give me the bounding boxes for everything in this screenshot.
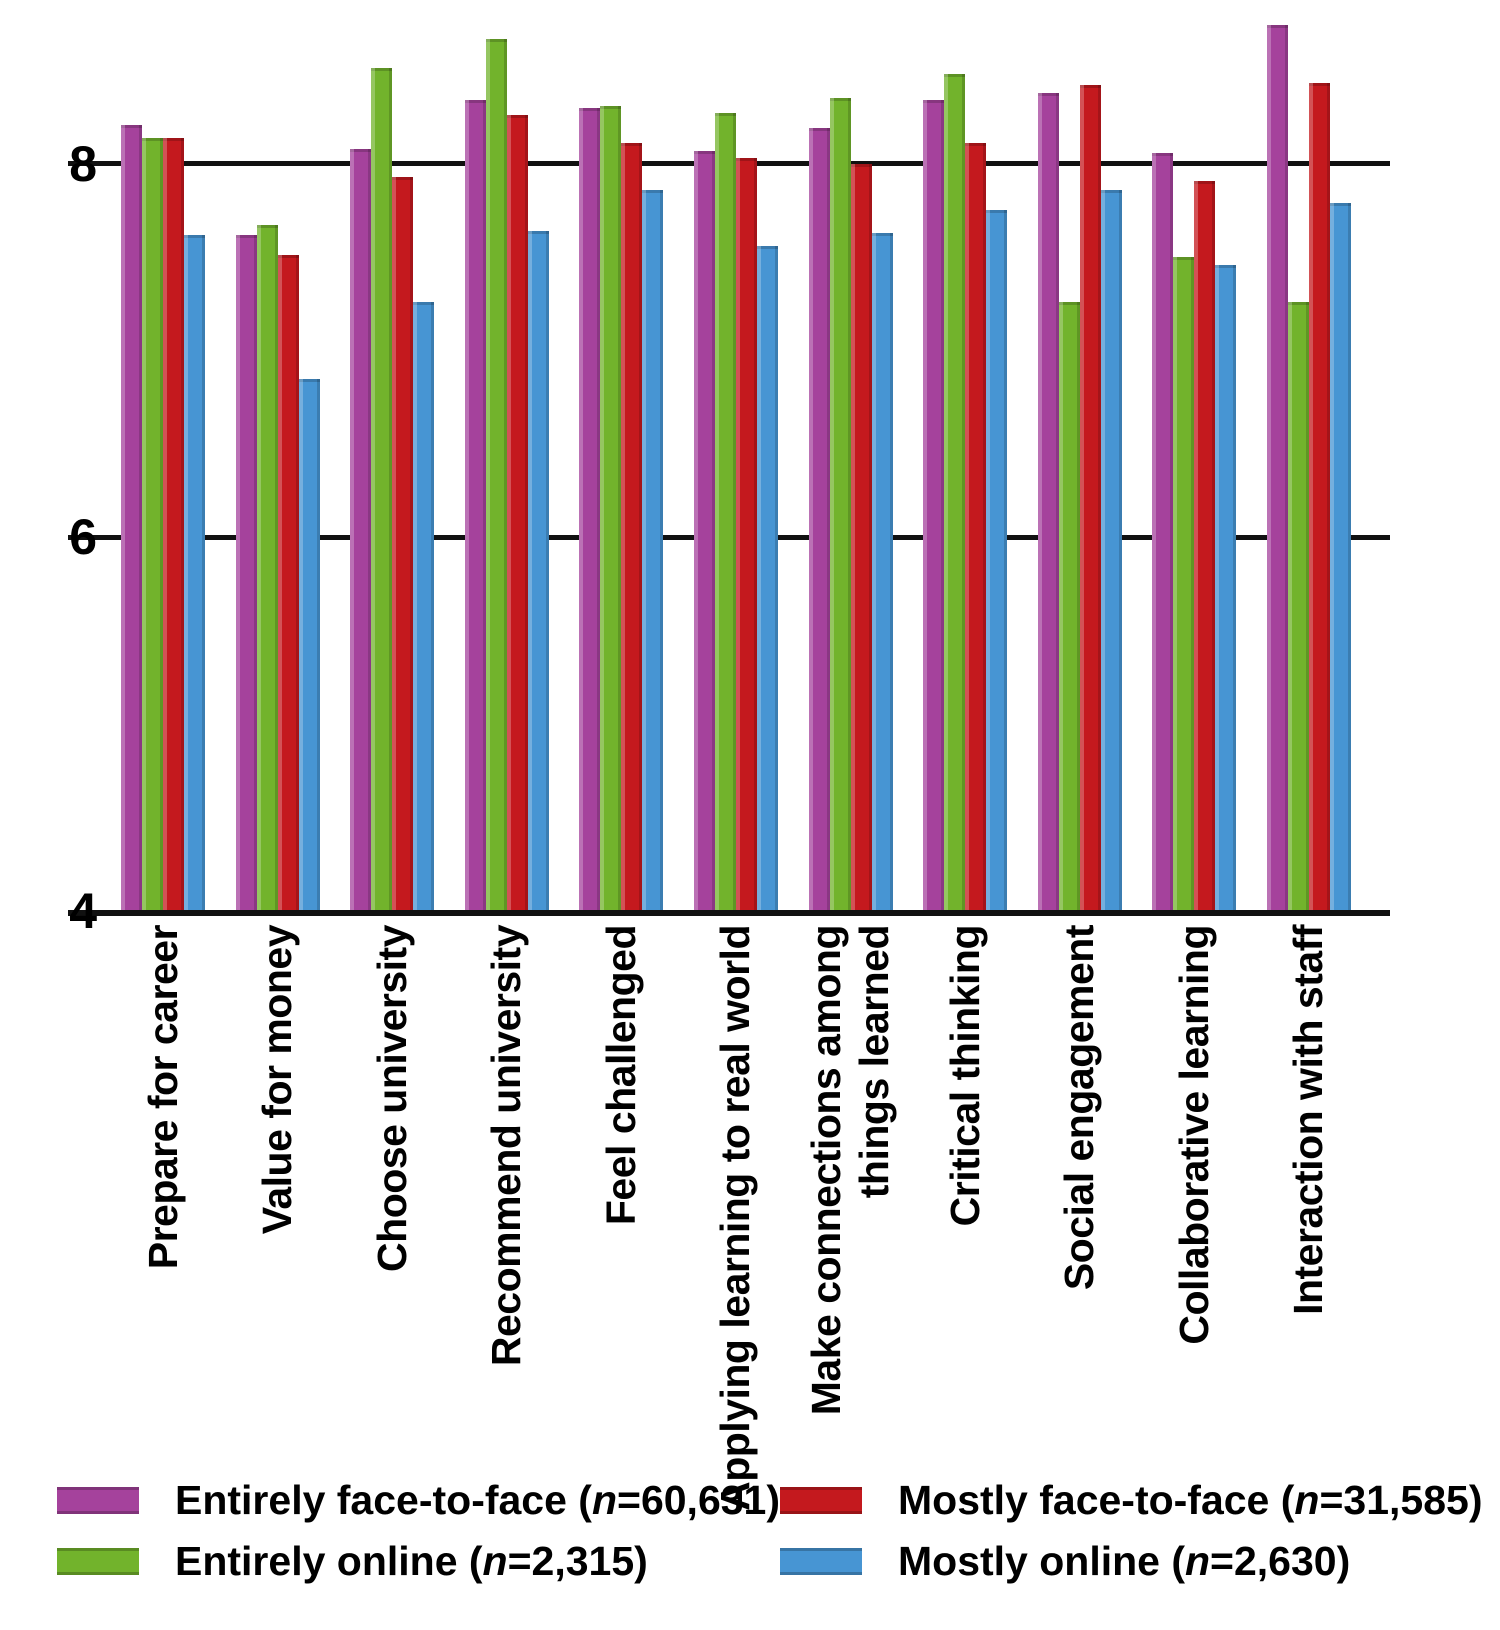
bar-group-11 xyxy=(1267,18,1351,911)
x-axis-label-line: Interaction with staff xyxy=(1285,925,1332,1315)
bar-mostly-face-to-face xyxy=(507,115,528,911)
bar-mostly-online xyxy=(1101,190,1122,911)
bar-group-5 xyxy=(579,18,663,911)
bar-entirely-online xyxy=(830,98,851,911)
bar-mostly-face-to-face xyxy=(851,164,872,911)
legend-label: Entirely face-to-face (n=60,631) xyxy=(175,1477,780,1523)
legend-swatch-entirely-online xyxy=(57,1548,139,1575)
legend-item-entirely-face-to-face xyxy=(57,1478,780,1523)
x-axis-label xyxy=(1267,925,1351,1440)
bar-group-6 xyxy=(694,18,778,911)
bar-entirely-face-to-face xyxy=(236,235,257,911)
bar-group-2 xyxy=(236,18,320,911)
x-axis-label xyxy=(350,925,434,1440)
bar-group-4 xyxy=(465,18,549,911)
legend xyxy=(57,1477,1483,1585)
bar-mostly-online xyxy=(528,231,549,911)
x-axis-label-line: Make connections among xyxy=(803,925,850,1416)
y-tick-label-8: 8 xyxy=(69,135,97,192)
bar-mostly-face-to-face xyxy=(392,177,413,911)
bar-mostly-online xyxy=(299,379,320,911)
bar-entirely-face-to-face xyxy=(1152,153,1173,911)
bar-entirely-face-to-face xyxy=(923,100,944,911)
bar-mostly-online xyxy=(872,233,893,911)
bar-mostly-face-to-face xyxy=(163,138,184,911)
x-axis-label xyxy=(1038,925,1122,1440)
x-axis-label xyxy=(694,925,778,1511)
bar-mostly-face-to-face xyxy=(965,143,986,911)
bar-mostly-face-to-face xyxy=(1194,181,1215,911)
x-axis-label-line: Prepare for career xyxy=(139,925,186,1270)
bar-entirely-online xyxy=(486,39,507,911)
bar-group-3 xyxy=(350,18,434,911)
x-axis-label-line: Collaborative learning xyxy=(1170,925,1217,1345)
x-axis-label xyxy=(803,925,898,1440)
bar-mostly-face-to-face xyxy=(278,255,299,911)
x-axis-label xyxy=(923,925,1007,1440)
bar-entirely-online xyxy=(600,106,621,911)
bar-mostly-online xyxy=(642,190,663,911)
bar-mostly-online xyxy=(184,235,205,911)
bar-mostly-online xyxy=(986,210,1007,911)
bar-mostly-online xyxy=(1330,203,1351,911)
y-tick-label-6: 6 xyxy=(69,509,97,566)
y-tick-label-4: 4 xyxy=(69,883,97,939)
x-axis-label-line: Recommend university xyxy=(483,925,530,1367)
legend-label: Mostly online (n=2,630) xyxy=(898,1538,1351,1585)
bar-mostly-face-to-face xyxy=(1080,85,1101,911)
legend-label: Mostly face-to-face (n=31,585) xyxy=(898,1477,1483,1523)
bar-group-7 xyxy=(809,18,893,911)
bar-entirely-face-to-face xyxy=(121,125,142,912)
x-axis-label-line: Choose university xyxy=(368,925,415,1272)
plot-area xyxy=(69,18,1355,939)
x-axis-label xyxy=(236,925,320,1440)
legend-swatch-mostly-online xyxy=(780,1548,862,1575)
bar-group-8 xyxy=(923,18,1007,911)
legend-swatch-entirely-face-to-face xyxy=(57,1487,139,1514)
bar-entirely-online xyxy=(1173,257,1194,911)
bar-entirely-online xyxy=(1059,302,1080,911)
x-axis-label xyxy=(121,925,205,1440)
bar-entirely-face-to-face xyxy=(809,128,830,911)
x-axis-label-line: Feel challenged xyxy=(597,925,644,1226)
bar-mostly-online xyxy=(413,302,434,911)
x-axis-label xyxy=(579,925,663,1440)
legend-item-mostly-online xyxy=(780,1539,1482,1584)
bar-mostly-face-to-face xyxy=(621,143,642,911)
bar-entirely-online xyxy=(715,113,736,911)
legend-item-mostly-face-to-face xyxy=(780,1478,1482,1523)
x-axis-label-line: things learned xyxy=(851,925,898,1199)
gridline-y4 xyxy=(68,910,1390,916)
legend-item-entirely-online xyxy=(57,1539,780,1584)
x-axis-label xyxy=(465,925,549,1440)
bar-entirely-face-to-face xyxy=(579,108,600,911)
bar-entirely-online xyxy=(257,225,278,911)
bar-entirely-face-to-face xyxy=(1267,25,1288,911)
bar-group-9 xyxy=(1038,18,1122,911)
bar-mostly-face-to-face xyxy=(736,158,757,911)
bar-mostly-online xyxy=(757,246,778,911)
bar-group-1 xyxy=(121,18,205,911)
legend-label: Entirely online (n=2,315) xyxy=(175,1538,648,1585)
legend-swatch-mostly-face-to-face xyxy=(780,1487,862,1514)
bar-entirely-face-to-face xyxy=(694,151,715,911)
bar-entirely-online xyxy=(944,74,965,911)
bar-entirely-online xyxy=(142,138,163,911)
x-axis-label-line: Applying learning to real world xyxy=(712,925,759,1511)
x-axis-label xyxy=(1152,925,1236,1440)
bars-row xyxy=(113,18,1355,911)
bar-mostly-face-to-face xyxy=(1309,83,1330,911)
bar-entirely-online xyxy=(1288,302,1309,911)
x-axis-label-line: Value for money xyxy=(254,925,301,1235)
bar-entirely-face-to-face xyxy=(1038,93,1059,911)
bar-entirely-face-to-face xyxy=(465,100,486,911)
bar-mostly-online xyxy=(1215,265,1236,911)
bar-group-10 xyxy=(1152,18,1236,911)
x-axis-label-line: Critical thinking xyxy=(941,925,988,1227)
x-axis-label-line: Social engagement xyxy=(1056,925,1103,1291)
bar-entirely-face-to-face xyxy=(350,149,371,911)
bar-entirely-online xyxy=(371,68,392,911)
